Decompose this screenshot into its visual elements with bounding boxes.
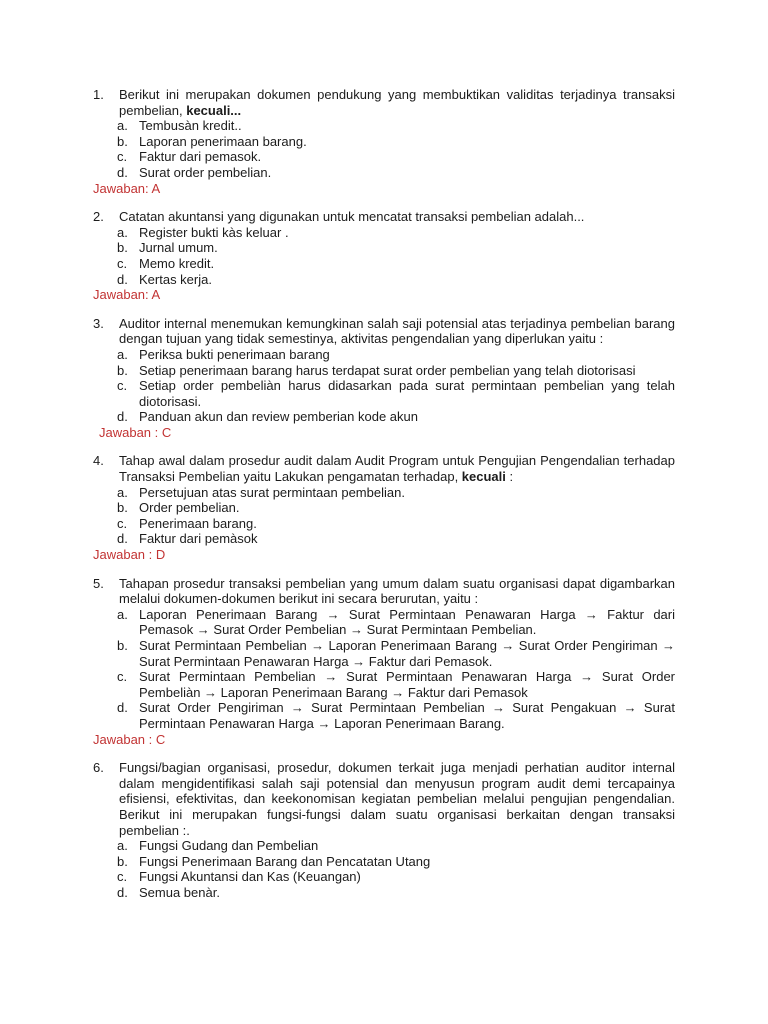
option-text: Panduan akun dan review pemberian kode akun: [139, 409, 418, 425]
option-a: [93, 838, 675, 854]
option-text: Surat Order Pengiriman → Surat Permintaan Pembelian → Surat Pengakuan → Surat Permintaan Penawaran Harga → Laporan Penerimaan Barang.: [139, 700, 675, 731]
option-c: [93, 378, 675, 409]
answer-label: Jawaban: A: [93, 180, 161, 196]
option-letter: a.: [117, 118, 128, 134]
option-b: [93, 240, 675, 256]
option-letter: a.: [117, 346, 128, 362]
option-c: [93, 669, 675, 700]
option-letter: d.: [117, 409, 128, 425]
option-text: Kertas kerja.: [139, 271, 212, 287]
option-a: [93, 225, 675, 241]
question-number: 1.: [93, 87, 104, 102]
option-c: [93, 869, 675, 885]
option-letter: b.: [117, 853, 128, 869]
option-a: [93, 347, 675, 363]
question-stem: [93, 209, 675, 225]
question-text-bold-segment: kecuali: [461, 469, 506, 485]
option-text: Setiap order pembeliàn harus didasarkan pada surat permintaan pembelian yang telah diotorisasi.: [139, 378, 675, 409]
question-4: [93, 453, 675, 562]
option-letter: c.: [117, 255, 128, 271]
option-text: Register bukti kàs keluar .: [139, 224, 289, 240]
question-number: 2.: [93, 209, 104, 225]
option-b: [93, 638, 675, 669]
question-list: [93, 87, 675, 914]
option-text: Setiap penerimaan barang harus terdapat surat order pembelian yang telah diotorisasi: [139, 362, 636, 378]
answer-label: Jawaban: A: [93, 287, 161, 303]
question-text-segment: Fungsi/bagian organisasi, prosedur, dokumen terkait juga menjadi perhatian auditor internal dalam mengidentifikasi salah saji potensial dan menyusun program audit demi tercapainya efisiensi, efektivitas, dan keekonomisan kegiatan pembelian melalui pengujian pengendalian. Berikut ini merupakan fungsi-fungsi dalam suatu organisasi berkaitan dengan transaksi pembelian :.: [119, 760, 675, 838]
option-b: [93, 363, 675, 379]
question-1: [93, 87, 675, 196]
question-text-bold-segment: kecuali...: [186, 102, 242, 118]
question-3: [93, 316, 675, 441]
option-text: Fungsi Gudang dan Pembelian: [139, 838, 319, 854]
option-text: Laporan Penerimaan Barang → Surat Permintaan Penawaran Harga → Faktur dari Pemasok → Surat Order Pembelian → Surat Permintaan Pembelian.: [139, 606, 675, 638]
option-c: [93, 516, 675, 532]
question-stem: [93, 316, 675, 347]
option-letter: a.: [117, 224, 128, 240]
question-text-segment: :: [505, 469, 514, 485]
option-text: Surat Permintaan Pembelian → Laporan Penerimaan Barang → Surat Order Pengiriman → Surat Permintaan Penawaran Harga → Faktur dari Pemasok.: [139, 638, 675, 669]
question-text: [119, 760, 675, 838]
option-b: [93, 500, 675, 516]
option-text: Fungsi Akuntansi dan Kas (Keuangan): [139, 869, 361, 885]
option-letter: c.: [117, 669, 128, 685]
option-letter: c.: [117, 869, 128, 885]
option-a: [93, 607, 675, 638]
option-d: [93, 531, 675, 547]
question-text: [119, 576, 675, 607]
option-letter: b.: [117, 133, 128, 149]
option-d: [93, 700, 675, 731]
option-d: [93, 272, 675, 288]
option-letter: d.: [117, 531, 128, 547]
question-number: 5.: [93, 575, 104, 591]
question-text: [119, 316, 675, 347]
question-stem: [93, 87, 675, 118]
option-text: Laporan penerimaan barang.: [139, 133, 307, 149]
option-letter: b.: [117, 500, 128, 516]
question-text-segment: Tahap awal dalam prosedur audit dalam Audit Program untuk Pengujian Pengendalian terhadap Transaksi Pembelian yaitu Lakukan pengamatan terhadap,: [119, 453, 675, 485]
option-letter: d.: [117, 164, 128, 180]
question-text-segment: Catatan akuntansi yang digunakan untuk mencatat transaksi pembelian adalah...: [119, 209, 585, 225]
option-text: Jurnal umum.: [139, 240, 218, 256]
answer-label: Jawaban : C: [99, 424, 172, 440]
option-d: [93, 885, 675, 901]
question-number: 6.: [93, 760, 104, 776]
option-text: Order pembelian.: [139, 500, 240, 516]
option-text: Penerimaan barang.: [139, 515, 257, 531]
option-text: Periksa bukti penerimaan barang: [139, 346, 330, 362]
question-text: [119, 453, 675, 484]
option-letter: a.: [117, 484, 128, 500]
option-letter: d.: [117, 271, 128, 287]
option-text: Surat order pembelian.: [139, 164, 272, 180]
option-text: Fungsi Penerimaan Barang dan Pencatatan Utang: [139, 853, 431, 869]
option-letter: c.: [117, 378, 128, 394]
option-letter: b.: [117, 638, 128, 653]
question-6: [93, 760, 675, 900]
option-d: [93, 409, 675, 425]
option-text: Persetujuan atas surat permintaan pembelian.: [139, 484, 405, 500]
option-a: [93, 118, 675, 134]
option-letter: a.: [117, 838, 128, 854]
question-2: [93, 209, 675, 303]
question-stem: [93, 453, 675, 484]
question-text-segment: Tahapan prosedur transaksi pembelian yang umum dalam suatu organisasi dapat digambarkan melalui dokumen-dokumen berikut ini secara berurutan, yaitu :: [119, 575, 675, 607]
answer-label: Jawaban : D: [93, 547, 166, 563]
option-letter: d.: [117, 700, 128, 716]
option-text: Faktur dari pemàsok: [139, 531, 258, 547]
option-text: Surat Permintaan Pembelian → Surat Permintaan Penawaran Harga → Surat Order Pembeliàn → Laporan Penerimaan Barang → Faktur dari Pemasok: [139, 669, 675, 700]
option-letter: d.: [117, 884, 128, 900]
option-b: [93, 134, 675, 150]
option-text: Memo kredit.: [139, 255, 215, 271]
option-text: Semua benàr.: [139, 884, 220, 900]
option-d: [93, 165, 675, 181]
question-stem: [93, 576, 675, 607]
question-text: [119, 209, 675, 225]
option-text: Faktur dari pemasok.: [139, 149, 262, 165]
question-number: 3.: [93, 315, 104, 331]
option-b: [93, 854, 675, 870]
option-letter: c.: [117, 515, 128, 531]
answer-label: Jawaban : C: [93, 731, 166, 747]
question-stem: [93, 760, 675, 838]
option-a: [93, 485, 675, 501]
option-letter: a.: [117, 606, 128, 622]
question-text-segment: Auditor internal menemukan kemungkinan salah saji potensial atas terjadinya pembelian barang dengan tujuan yang tidak semestinya, aktivitas pengendalian yang diperlukan yaitu :: [119, 315, 675, 347]
question-text-segment: Berikut ini merupakan dokumen pendukung yang membuktikan validitas terjadinya transaksi pembelian,: [119, 87, 675, 118]
option-letter: b.: [117, 240, 128, 256]
question-text: [119, 87, 675, 118]
option-c: [93, 149, 675, 165]
question-5: [93, 576, 675, 748]
option-letter: b.: [117, 362, 128, 378]
option-letter: c.: [117, 149, 128, 165]
option-text: Tembusàn kredit..: [139, 118, 242, 134]
option-c: [93, 256, 675, 272]
question-number: 4.: [93, 453, 104, 469]
